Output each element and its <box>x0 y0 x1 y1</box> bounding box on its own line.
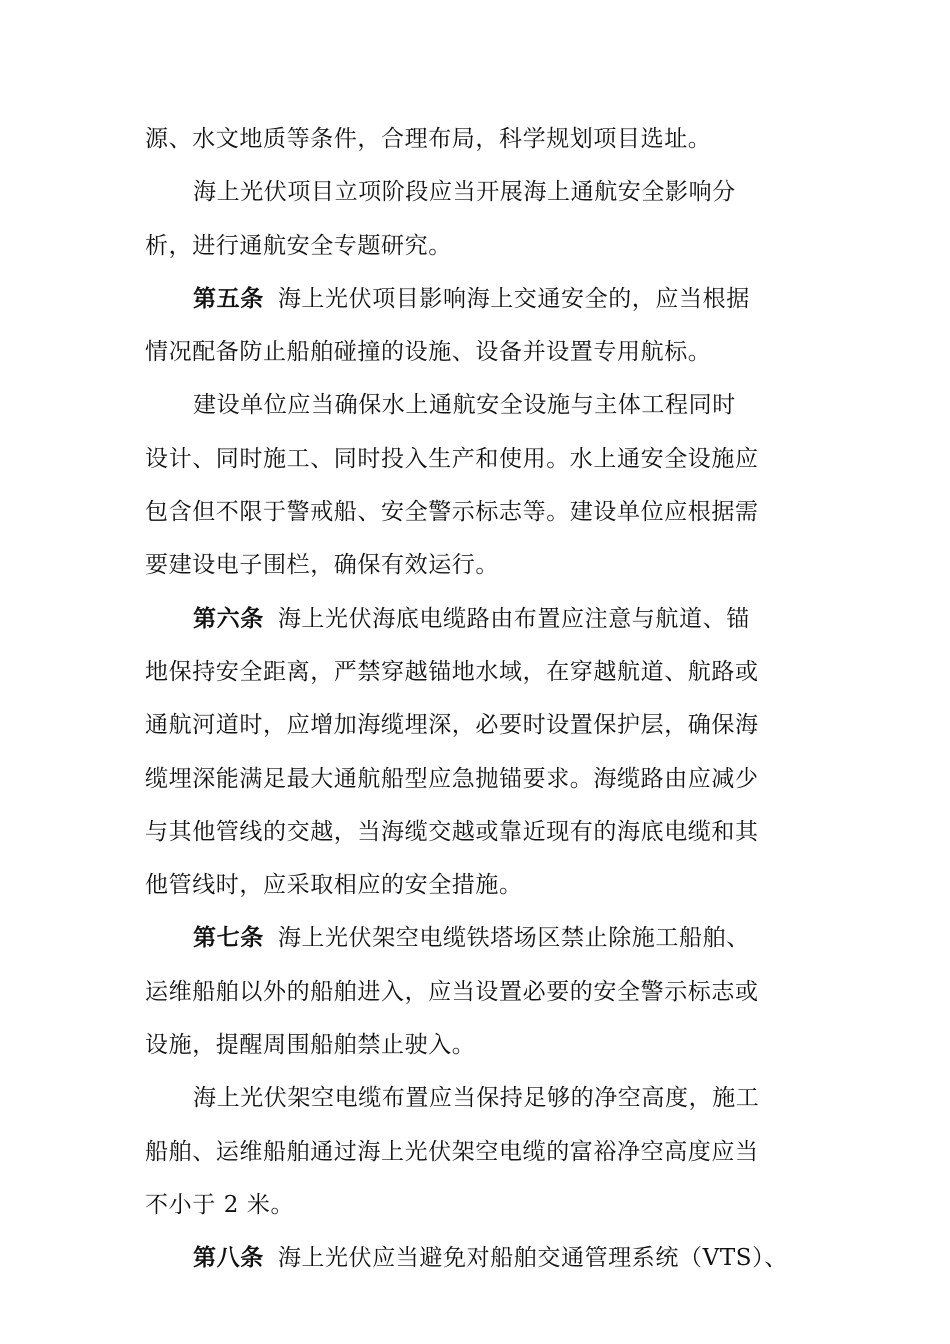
article-text: 海上光伏架空电缆铁塔场区禁止除施工船舶、 <box>277 925 750 952</box>
article-text: 海上光伏海底电缆路由布置应注意与航道、锚 <box>277 605 750 632</box>
paragraph-line: 船舶、运维船舶通过海上光伏架空电缆的富裕净空高度应当 <box>145 1138 759 1165</box>
paragraph-line: 要建设电子围栏，确保有效运行。 <box>145 552 499 579</box>
paragraph-line: 运维船舶以外的船舶进入，应当设置必要的安全警示标志或 <box>145 978 759 1005</box>
article-line <box>145 593 807 646</box>
paragraph-line: 包含但不限于警戒船、安全警示标志等。建设单位应根据需 <box>145 499 759 526</box>
paragraph-line: 与其他管线的交越，当海缆交越或靠近现有的海底电缆和其 <box>145 818 759 845</box>
article-line <box>145 273 807 326</box>
article-heading: 第五条 <box>193 285 264 312</box>
paragraph-line: 不小于 2 米。 <box>145 1191 295 1218</box>
paragraph-line: 建设单位应当确保水上通航安全设施与主体工程同时 <box>193 392 736 419</box>
article-text: 海上光伏项目影响海上交通安全的，应当根据 <box>277 285 750 312</box>
document-body <box>145 113 807 1286</box>
paragraph-line: 设施，提醒周围船舶禁止驶入。 <box>145 1032 476 1059</box>
article-heading: 第六条 <box>193 605 264 632</box>
paragraph-line: 海上光伏架空电缆布置应当保持足够的净空高度，施工 <box>193 1085 760 1112</box>
paragraph-line: 情况配备防止船舶碰撞的设施、设备并设置专用航标。 <box>145 339 712 366</box>
paragraph-line: 他管线时，应采取相应的安全措施。 <box>145 872 523 899</box>
paragraph-line: 海上光伏项目立项阶段应当开展海上通航安全影响分 <box>193 179 736 206</box>
paragraph-line: 析，进行通航安全专题研究。 <box>145 232 452 259</box>
article-line <box>145 1232 807 1285</box>
paragraph-line: 源、水文地质等条件，合理布局，科学规划项目选址。 <box>145 126 712 152</box>
article-line <box>145 912 807 965</box>
article-heading: 第七条 <box>193 925 264 952</box>
paragraph-line: 缆埋深能满足最大通航船型应急抛锚要求。海缆路由应减少 <box>145 765 759 792</box>
paragraph-line: 设计、同时施工、同时投入生产和使用。水上通安全设施应 <box>145 445 759 472</box>
article-text: 海上光伏应当避免对船舶交通管理系统（VTS）、 <box>277 1245 788 1272</box>
article-heading: 第八条 <box>193 1245 264 1272</box>
paragraph-line: 地保持安全距离，严禁穿越锚地水域，在穿越航道、航路或 <box>145 658 759 685</box>
paragraph-line: 通航河道时，应增加海缆埋深，必要时设置保护层，确保海 <box>145 712 759 739</box>
